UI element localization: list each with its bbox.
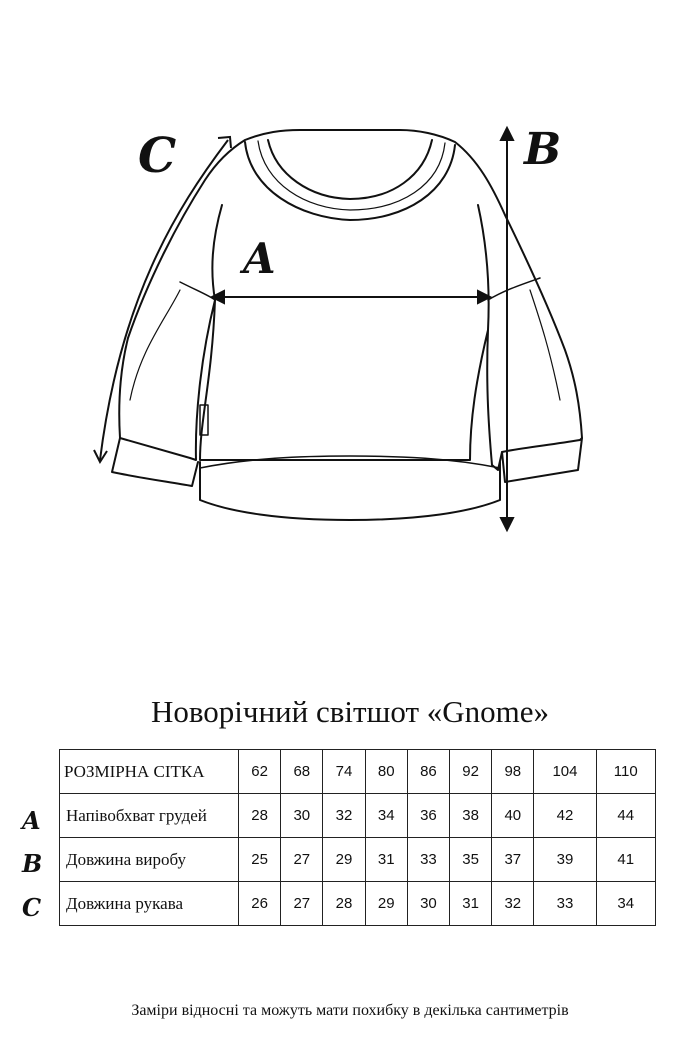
value-cell: 34 — [596, 882, 655, 926]
value-cell: 26 — [239, 882, 281, 926]
value-cell: 34 — [365, 794, 407, 838]
value-cell: 35 — [450, 838, 492, 882]
value-cell: 36 — [407, 794, 449, 838]
value-cell: 30 — [407, 882, 449, 926]
table-row — [60, 838, 656, 882]
value-cell: 31 — [365, 838, 407, 882]
label-b: B — [524, 124, 562, 175]
value-cell: 27 — [281, 838, 323, 882]
right-cuff — [502, 438, 582, 482]
size-header-label: РОЗМІРНА СІТКА — [60, 750, 239, 794]
size-cell: 98 — [492, 750, 534, 794]
row-label-sleeve: Довжина рукава — [60, 882, 239, 926]
value-cell: 31 — [450, 882, 492, 926]
value-cell: 25 — [239, 838, 281, 882]
value-cell: 28 — [323, 882, 365, 926]
collar-outer — [245, 142, 455, 220]
value-cell: 32 — [492, 882, 534, 926]
body-outline — [119, 124, 582, 470]
row-letter-c: C — [22, 893, 42, 922]
table-row — [60, 882, 656, 926]
value-cell: 38 — [450, 794, 492, 838]
left-cuff — [112, 438, 198, 486]
row-label-chest: Напівобхват грудей — [60, 794, 239, 838]
row-letter-b: B — [22, 849, 43, 878]
size-cell: 86 — [407, 750, 449, 794]
size-cell: 92 — [450, 750, 492, 794]
label-c: C — [138, 128, 177, 184]
value-cell: 30 — [281, 794, 323, 838]
size-cell: 62 — [239, 750, 281, 794]
measure-c-arrow — [94, 137, 231, 462]
value-cell: 33 — [407, 838, 449, 882]
label-a: A — [243, 234, 276, 283]
product-title: Новорічний світшот «Gnome» — [150, 694, 550, 729]
size-cell: 80 — [365, 750, 407, 794]
size-cell: 68 — [281, 750, 323, 794]
hem-band — [200, 462, 500, 520]
table-row — [60, 750, 656, 794]
row-label-length: Довжина виробу — [60, 838, 239, 882]
value-cell: 28 — [239, 794, 281, 838]
value-cell: 40 — [492, 794, 534, 838]
value-cell: 39 — [534, 838, 596, 882]
value-cell: 41 — [596, 838, 655, 882]
size-cell: 110 — [596, 750, 655, 794]
value-cell: 27 — [281, 882, 323, 926]
value-cell: 37 — [492, 838, 534, 882]
value-cell: 29 — [323, 838, 365, 882]
measurement-note: Заміри відносні та можуть мати похибку в декілька сантиметрів — [131, 1002, 569, 1019]
value-cell: 29 — [365, 882, 407, 926]
value-cell: 33 — [534, 882, 596, 926]
row-letter-a: A — [22, 806, 41, 835]
collar-inner — [268, 140, 432, 199]
table-row — [60, 794, 656, 838]
value-cell: 42 — [534, 794, 596, 838]
value-cell: 44 — [596, 794, 655, 838]
value-cell: 32 — [323, 794, 365, 838]
size-cell: 104 — [534, 750, 596, 794]
measure-a-arrow — [212, 291, 490, 303]
size-chart-table — [59, 749, 656, 926]
size-cell: 74 — [323, 750, 365, 794]
